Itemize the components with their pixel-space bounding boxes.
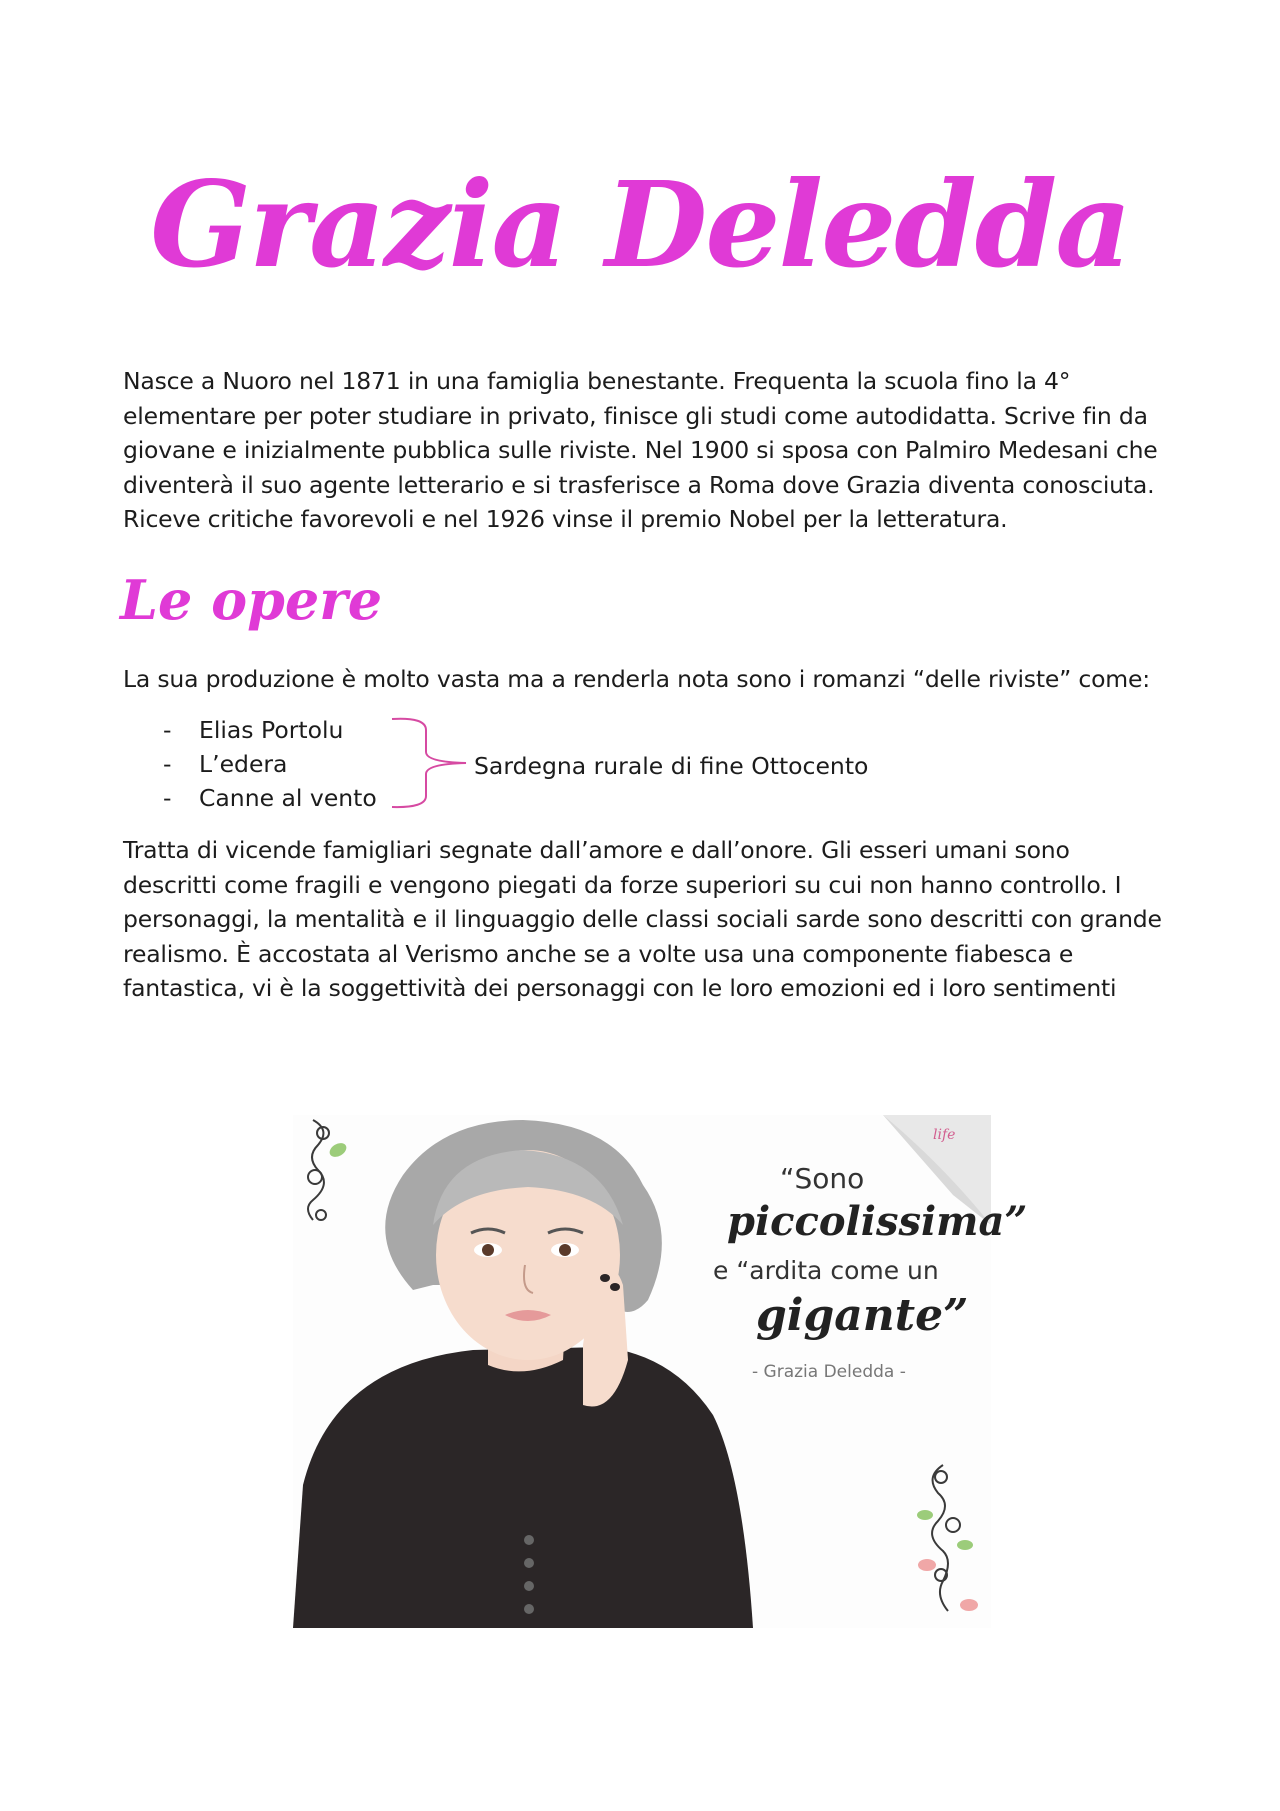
list-item: - Elias Portolu: [163, 716, 344, 744]
quote-line: “Sono: [780, 1162, 865, 1195]
section-heading-opere: Le opere: [120, 568, 383, 632]
page-title: Grazia Deledda: [150, 155, 1130, 294]
quote-line: piccolissima”: [727, 1198, 1028, 1245]
list-item: - L’edera: [163, 750, 288, 778]
curly-brace-icon: [390, 716, 470, 810]
quote-line: gigante”: [756, 1290, 969, 1341]
quote-author: - Grazia Deledda -: [752, 1362, 906, 1382]
works-intro-paragraph: La sua produzione è molto vasta ma a renderla nota sono i romanzi “delle riviste” come:: [123, 665, 1150, 693]
swirl-ornament-icon: [932, 1465, 960, 1611]
quote-line: e “ardita come un: [713, 1256, 939, 1285]
logo: life: [933, 1127, 956, 1143]
list-item: - Canne al vento: [163, 784, 377, 812]
swirl-ornament-icon: [308, 1120, 329, 1220]
works-list: [163, 713, 377, 815]
biography-paragraph: Nasce a Nuoro nel 1871 in una famiglia benestante. Frequenta la scuola fino la 4° elementare per poter studiare in privato, finisce gli studi come autodidatta. Scrive fin da giovane e inizialmente pubblica sulle riviste. Nel 1900 si sposa con Palmiro Medesani che diventerà il suo agente letterario e si trasferisce a Roma dove Grazia diventa conosciuta. Riceve critiche favorevoli e nel 1926 vinse il premio Nobel per la letteratura.: [123, 367, 1158, 533]
works-note: Sardegna rurale di fine Ottocento: [474, 752, 869, 780]
themes-paragraph: Tratta di vicende famigliari segnate dall’amore e dall’onore. Gli esseri umani sono descritti come fragili e vengono piegati da forze superiori su cui non hanno controllo. I personaggi, la mentalità e il linguaggio delle classi sociali sarde sono descritti con grande realismo. È accostata al Verismo anche se a volte usa una componente fiabesca e fantastica, vi è la soggettività dei personaggi con le loro emozioni ed i loro sentimenti: [123, 836, 1162, 1002]
